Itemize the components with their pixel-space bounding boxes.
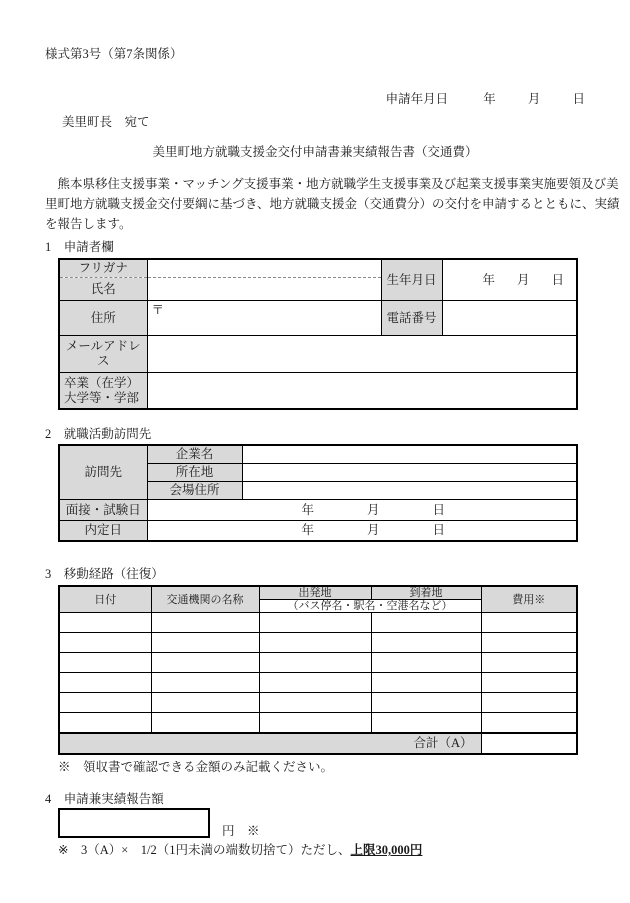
transport-field: [151, 713, 259, 734]
date-field: [59, 653, 151, 673]
address-field: [147, 301, 381, 336]
table-header-row: [59, 586, 577, 600]
company-field: [242, 445, 577, 464]
total-amount-field: [481, 733, 577, 754]
school-label: 卒業（在学） 大学等・学部: [59, 373, 147, 410]
arrival-field: [371, 713, 481, 734]
applicant-table: [58, 258, 578, 410]
date-field: [59, 693, 151, 713]
cost-field: [481, 673, 577, 693]
table-row: [59, 673, 577, 693]
month-unit: 月: [367, 523, 380, 537]
cost-field: [481, 613, 577, 633]
transport-field: [151, 613, 259, 633]
calculation-note: ※ 3（A）× 1/2（1円未満の端数切捨て）ただし、上限30,000円: [58, 843, 423, 857]
venue-field: [242, 482, 577, 500]
month-unit: 月: [527, 92, 541, 106]
total-row: [59, 733, 577, 754]
amount-entry: [58, 808, 585, 838]
intro-line: を報告します。: [45, 217, 132, 231]
total-label: 合計（A）: [59, 733, 481, 754]
table-row: [59, 653, 577, 673]
stop-name-subheader: （バス停名・駅名・空港名など）: [259, 600, 481, 613]
date-field: [59, 613, 151, 633]
furigana-field: [147, 259, 381, 278]
date-column-header: 日付: [59, 586, 151, 613]
interview-date-field: [147, 500, 577, 521]
arrival-field: [371, 653, 481, 673]
name-field: [147, 278, 381, 301]
interview-date-label: 面接・試験日: [59, 500, 147, 521]
offer-date-label: 内定日: [59, 521, 147, 542]
date-field: [59, 713, 151, 734]
birthdate-field: [442, 259, 577, 301]
departure-field: [259, 653, 371, 673]
departure-column-header: 出発地: [259, 586, 371, 600]
yen-unit: 円 ※: [222, 824, 260, 838]
table-row: [59, 373, 577, 410]
cost-column-header: 費用※: [481, 586, 577, 613]
transport-field: [151, 653, 259, 673]
departure-field: [259, 633, 371, 653]
limit-amount: 上限30,000円: [350, 843, 423, 857]
intro-line: 里町地方就職支援金交付要綱に基づき、地方就職支援金（交通費分）の交付を申請するとともに、実績: [45, 197, 620, 211]
table-row: [59, 613, 577, 633]
departure-field: [259, 713, 371, 734]
section-1-heading: 1 申請者欄: [45, 240, 114, 254]
company-label: 企業名: [147, 445, 242, 464]
transport-field: [151, 673, 259, 693]
arrival-field: [371, 613, 481, 633]
location-label: 所在地: [147, 464, 242, 482]
phone-field: [442, 301, 577, 336]
table-row: [59, 259, 577, 278]
month-unit: 月: [367, 502, 380, 517]
location-field: [242, 464, 577, 482]
table-row: [59, 445, 577, 464]
phone-label: 電話番号: [381, 301, 442, 336]
route-table: [58, 585, 578, 755]
document-title: 美里町地方就職支援金交付申請書兼実績報告書（交通費）: [152, 145, 478, 159]
year-unit: 年: [483, 92, 496, 106]
year-unit: 年: [301, 502, 315, 517]
day-unit: 日: [572, 92, 585, 106]
table-row: [59, 521, 577, 542]
furigana-label: フリガナ: [59, 259, 147, 278]
cost-field: [481, 653, 577, 673]
table-row: [59, 693, 577, 713]
table-row: [59, 301, 577, 336]
offer-date-field: [147, 521, 577, 542]
birthdate-label: 生年月日: [381, 259, 442, 301]
name-label: 氏名: [59, 278, 147, 301]
day-unit: 日: [432, 523, 446, 537]
departure-field: [259, 613, 371, 633]
date-field: [59, 673, 151, 693]
transport-column-header: 交通機関の名称: [151, 586, 259, 613]
departure-field: [259, 693, 371, 713]
receipt-note: ※ 領収書で確認できる金額のみ記載ください。: [58, 760, 334, 774]
application-date-label: 申請年月日: [385, 92, 449, 106]
departure-field: [259, 673, 371, 693]
arrival-column-header: 到着地: [371, 586, 481, 600]
cost-field: [481, 633, 577, 653]
school-field: [147, 373, 577, 410]
year-unit: 年: [301, 523, 315, 537]
table-row: [59, 500, 577, 521]
table-row: [59, 713, 577, 734]
intro-line: 熊本県移住支援事業・マッチング支援事業・地方就職学生支援事業及び起業支援事業実施要領及び美: [45, 177, 619, 191]
application-date-line: [45, 91, 585, 109]
venue-label: 会場住所: [147, 482, 242, 500]
visit-label: 訪問先: [59, 445, 147, 500]
address-label: 住所: [59, 301, 147, 336]
table-row: [59, 633, 577, 653]
arrival-field: [371, 673, 481, 693]
table-row: [59, 336, 577, 373]
year-unit: 年: [482, 272, 496, 287]
form-number: 様式第3号（第7条関係）: [45, 47, 183, 61]
email-field: [147, 336, 577, 373]
transport-field: [151, 693, 259, 713]
email-label: メールアドレス: [59, 336, 147, 373]
intro-paragraph: [45, 174, 620, 234]
arrival-field: [371, 693, 481, 713]
month-unit: 月: [517, 272, 530, 287]
date-field: [59, 633, 151, 653]
amount-field: [58, 808, 210, 838]
transport-field: [151, 633, 259, 653]
postal-mark: 〒: [151, 303, 165, 317]
day-unit: 日: [432, 502, 446, 517]
day-unit: 日: [551, 272, 565, 287]
visit-table: [58, 444, 578, 542]
cost-field: [481, 713, 577, 734]
arrival-field: [371, 633, 481, 653]
section-4-heading: 4 申請兼実績報告額: [45, 792, 164, 806]
addressee: 美里町長 宛て: [62, 115, 150, 129]
cost-field: [481, 693, 577, 713]
section-2-heading: 2 就職活動訪問先: [45, 427, 152, 441]
section-3-heading: 3 移動経路（往復）: [45, 567, 164, 581]
